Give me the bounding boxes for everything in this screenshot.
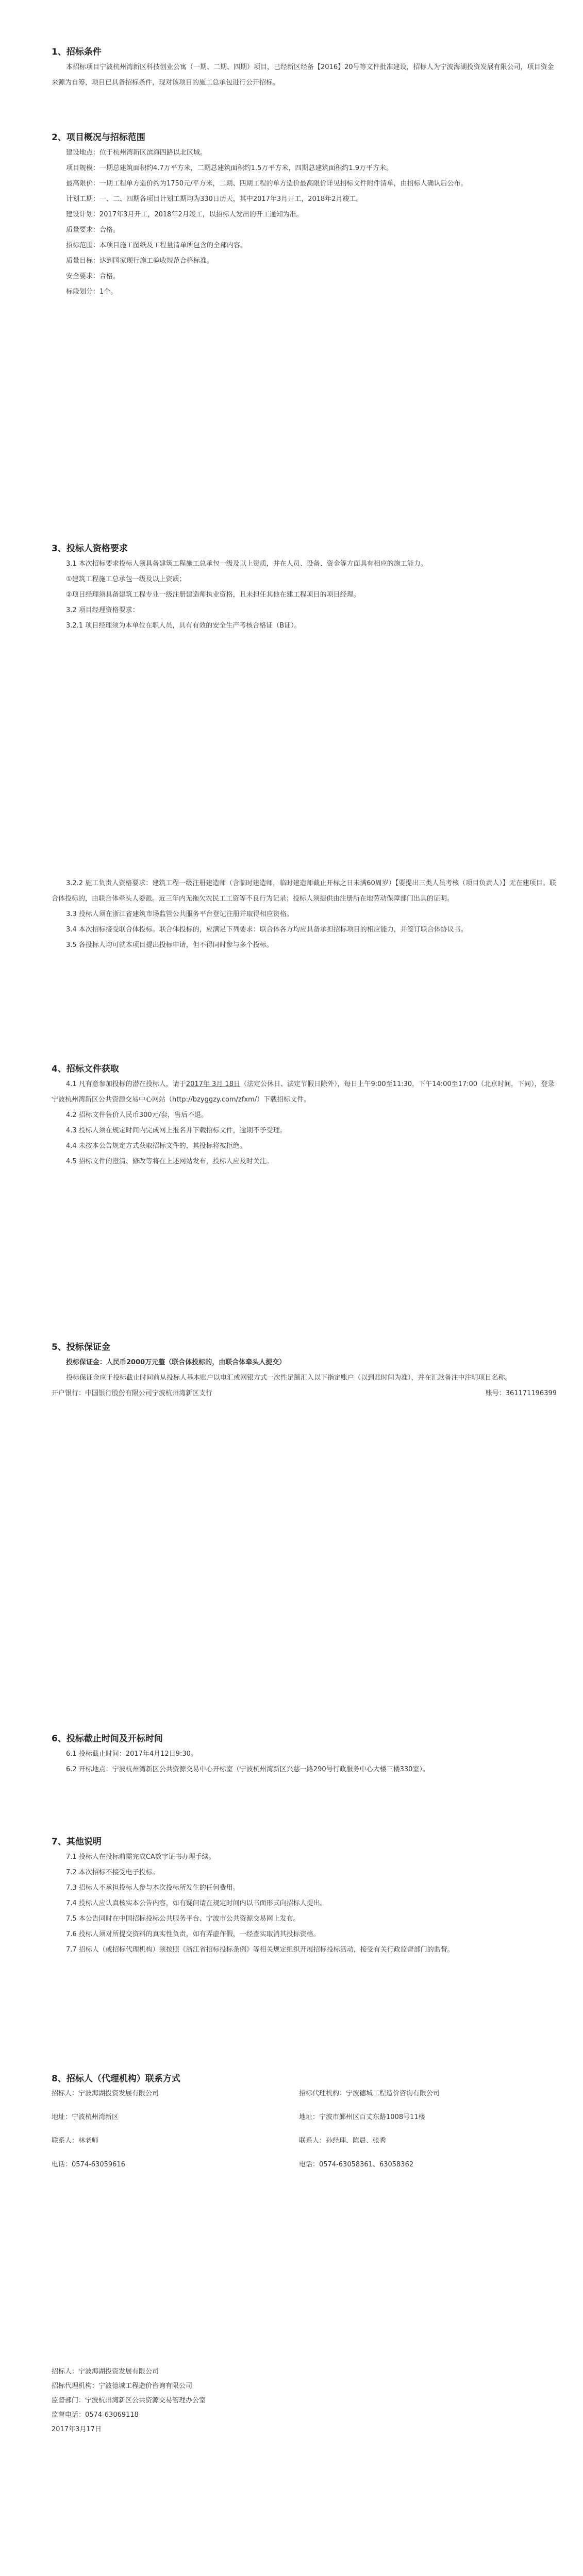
section-7 <box>52 1834 557 1958</box>
footer-agent: 招标代理机构：宁波德城工程造价咨询有限公司 <box>52 2382 193 2390</box>
s7-p71: 7.1 投标人在投标前需完成CA数字证书办理手续。 <box>66 1853 215 1861</box>
s2-duration: 计划工期：一、二、四期各项目计划工期均为330日历天，其中2017年3月开工，2018年2月竣工。 <box>66 195 363 203</box>
s5-amount-lead: 投标保证金：人民币 <box>66 1359 127 1366</box>
s4-p41-tail: （法定公休日、法定节假日除外），每日上午9:00至11:30，下午14:00至17:00（北京时间，下同），登录宁波杭州湾新区公共资源交易中心网站（http://bzyggzy.com/zfxm/）下载招标文件。 <box>52 1080 555 1104</box>
s2-type: 建设计划：2017年3月开工，2018年2月竣工，以招标人发出的开工通知为准。 <box>66 211 303 218</box>
s2-scope: 招标范围：本项目施工图纸及工程量清单所包含的全部内容。 <box>66 242 247 249</box>
footer-tenderer: 招标人：宁波海湖投资发展有限公司 <box>52 2368 159 2376</box>
agent-name: 招标代理机构：宁波德城工程造价咨询有限公司 <box>299 2090 440 2097</box>
intro-paragraph: 本招标项目宁波杭州湾新区科技创业公寓（一期、二期、四期）项目，已经新区经备【2016】20号等文件批准建设，招标人为宁波海湖投资发展有限公司，项目资金来源为自筹，项目已具备招标条件，现对该项目的施工总承包进行公开招标。 <box>52 63 554 87</box>
tenderer-phone: 电话：0574-63059616 <box>52 2161 125 2168</box>
footer-supervision: 监督部门：宁波杭州湾新区公共资源交易管理办公室 <box>52 2397 206 2404</box>
s5-amount-number: 2000 <box>126 1359 145 1366</box>
section-3-continued <box>52 876 557 953</box>
s5-body: 投标保证金应于投标截止时间前从投标人基本账户以电汇或网银方式一次性足额汇入以下指定账户（以到账时间为准），并在汇款备注中注明项目名称。 <box>66 1374 512 1382</box>
s5-amount-tail: 万元整（联合体投标的，由联合体牵头人提交） <box>145 1359 286 1366</box>
s4-p42: 4.2 招标文件售价人民币300元/套，售后不退。 <box>66 1111 208 1119</box>
agent-address: 地址：宁波市鄞州区百丈东路1008号11楼 <box>299 2113 425 2121</box>
footer-signatures <box>52 2365 557 2437</box>
s2-limit: 最高限价：一期工程单方造价约为1750元/平方米，二期、四期工程的单方造价最高限价详见招标文件附件清单，由招标人确认后公布。 <box>66 180 468 188</box>
tenderer-address: 地址：宁波杭州湾新区 <box>52 2113 119 2121</box>
s6-p62: 6.2 开标地点：宁波杭州湾新区公共资源交易中心开标室（宁波杭州湾新区兴慈一路290号行政服务中心大楼三楼330室）。 <box>66 1766 429 1773</box>
s5-bank: 开户银行：中国银行股份有限公司宁波杭州湾新区支行 <box>52 1389 213 1397</box>
s3-p33: 3.3 投标人须在浙江省建筑市场监管公共服务平台登记注册并取得相应资格。 <box>66 910 293 918</box>
s2-section: 标段划分：1个。 <box>66 288 118 296</box>
s7-p76: 7.6 投标人须对所提交资料的真实性负责，如有弄虚作假，一经查实取消其投标资格。 <box>66 1930 320 1938</box>
s7-p73: 7.3 招标人不承担投标人参与本次投标所发生的任何费用。 <box>66 1884 240 1892</box>
section-4-title: 4、招标文件获取 <box>52 1064 119 1074</box>
s6-p61: 6.1 投标截止时间：2017年4月12日9:30。 <box>66 1750 197 1758</box>
section-6-title: 6、投标截止时间及开标时间 <box>52 1734 163 1744</box>
s5-bank-row <box>52 1386 557 1401</box>
s3-p322: 3.2.2 施工负责人资格要求：建筑工程一级注册建造师（含临时建造师，临时建造师截止开标之日未满60周岁）【要提出三类人员考核（项目负责人）】无在建项目。联合体投标的，由联合体牵头人委派。近三年内无拖欠农民工工资等不良行为记录；投标人须提供由注册所在地劳动保障部门出具的证明。 <box>52 879 556 903</box>
s2-quality-target: 质量目标：达到国家现行施工验收规范合格标准。 <box>66 257 214 265</box>
s7-p75: 7.5 本公告同时在中国招标投标公共服务平台、宁波市公共资源交易网上发布。 <box>66 1915 300 1923</box>
s2-safety: 安全要求：合格。 <box>66 273 120 280</box>
s7-p74: 7.4 投标人应认真核实本公告内容，如有疑问请在规定时间内以书面形式向招标人提出。 <box>66 1900 327 1907</box>
section-7-title: 7、其他说明 <box>52 1837 102 1847</box>
s4-p45: 4.5 招标文件的澄清、修改等将在上述网站发布，投标人应及时关注。 <box>66 1158 273 1165</box>
s2-quality: 质量要求：合格。 <box>66 226 120 234</box>
s4-p43: 4.3 投标人须在规定时间内完成网上报名并下载招标文件，逾期不予受理。 <box>66 1127 287 1134</box>
section-1-title: 1、招标条件 <box>52 47 102 57</box>
s5-account-label: 账号： <box>485 1389 506 1397</box>
s3-p32: 3.2 项目经理资格要求： <box>66 606 139 614</box>
section-2-title: 2、项目概况与招标范围 <box>52 132 145 143</box>
section-5 <box>52 1340 557 1401</box>
s7-p72: 7.2 本次招标不接受电子投标。 <box>66 1869 159 1876</box>
section-8-title: 8、招标人（代理机构）联系方式 <box>52 2074 180 2084</box>
section-3-title: 3、投标人资格要求 <box>52 544 128 554</box>
section-2 <box>52 130 557 300</box>
section-6 <box>52 1731 557 1777</box>
footer-date: 2017年3月17日 <box>52 2426 102 2433</box>
s3-p34: 3.4 本次招标接受联合体投标。联合体投标的，应满足下列要求：联合体各方均应具备承担招标项目的相应能力，并签订联合体协议书。 <box>66 926 468 934</box>
s2-scale: 项目规模：一期总建筑面积约4.7万平方米，二期总建筑面积约1.5万平方米，四期总建筑面积约1.9万平方米。 <box>66 164 393 172</box>
section-5-title: 5、投标保证金 <box>52 1342 110 1352</box>
section-8 <box>52 2071 557 2172</box>
section-1 <box>52 44 557 91</box>
section-4 <box>52 1061 557 1170</box>
s5-account-no: 361171196399 <box>505 1389 557 1397</box>
footer-supervision-phone: 监督电话：0574-63069118 <box>52 2411 139 2419</box>
s3-p35: 3.5 各投标人均可就本项目提出投标申请，但不得同时参与多个投标。 <box>66 941 273 949</box>
s4-p44: 4.4 未按本公告规定方式获取招标文件的，其投标将被拒绝。 <box>66 1142 246 1150</box>
section-3 <box>52 541 557 634</box>
s4-p41-lead: 4.1 凡有意参加投标的潜在投标人，请于 <box>66 1080 186 1088</box>
tenderer-name: 招标人：宁波海湖投资发展有限公司 <box>52 2090 159 2097</box>
s5-account-wrap <box>486 1386 557 1401</box>
s3-p321: 3.2.1 项目经理须为本单位在职人员，具有有效的安全生产考核合格证（B证）。 <box>66 622 301 630</box>
s3-p312: ②项目经理须具备建筑工程专业一级注册建造师执业资格，且未担任其他在建工程项目的项目经理。 <box>66 591 360 599</box>
s3-p31: 3.1 本次招标要求投标人须具备建筑工程施工总承包一级及以上资质，并在人员、设备、资金等方面具有相应的施工能力。 <box>66 560 427 568</box>
s7-p77: 7.7 招标人（或招标代理机构）须按照《浙江省招标投标条例》等相关规定组织开展招标投标活动，接受有关行政监督部门的监督。 <box>66 1946 454 1954</box>
tenderer-contact: 联系人：林老师 <box>52 2137 99 2145</box>
s2-location: 建设地点：位于杭州湾新区滨海四路以北区域。 <box>66 149 207 157</box>
s4-p41 <box>52 1077 557 1108</box>
agent-phone: 电话：0574-63058361、63058362 <box>299 2161 414 2168</box>
s5-amount <box>52 1355 557 1370</box>
contact-grid <box>52 2087 557 2172</box>
agent-contact: 联系人：孙经理、陈晨、张秀 <box>299 2137 387 2145</box>
s3-p311: ①建筑工程施工总承包一级及以上资质； <box>66 575 186 583</box>
s4-p41-date: 2017年 3月 18日 <box>186 1080 240 1088</box>
